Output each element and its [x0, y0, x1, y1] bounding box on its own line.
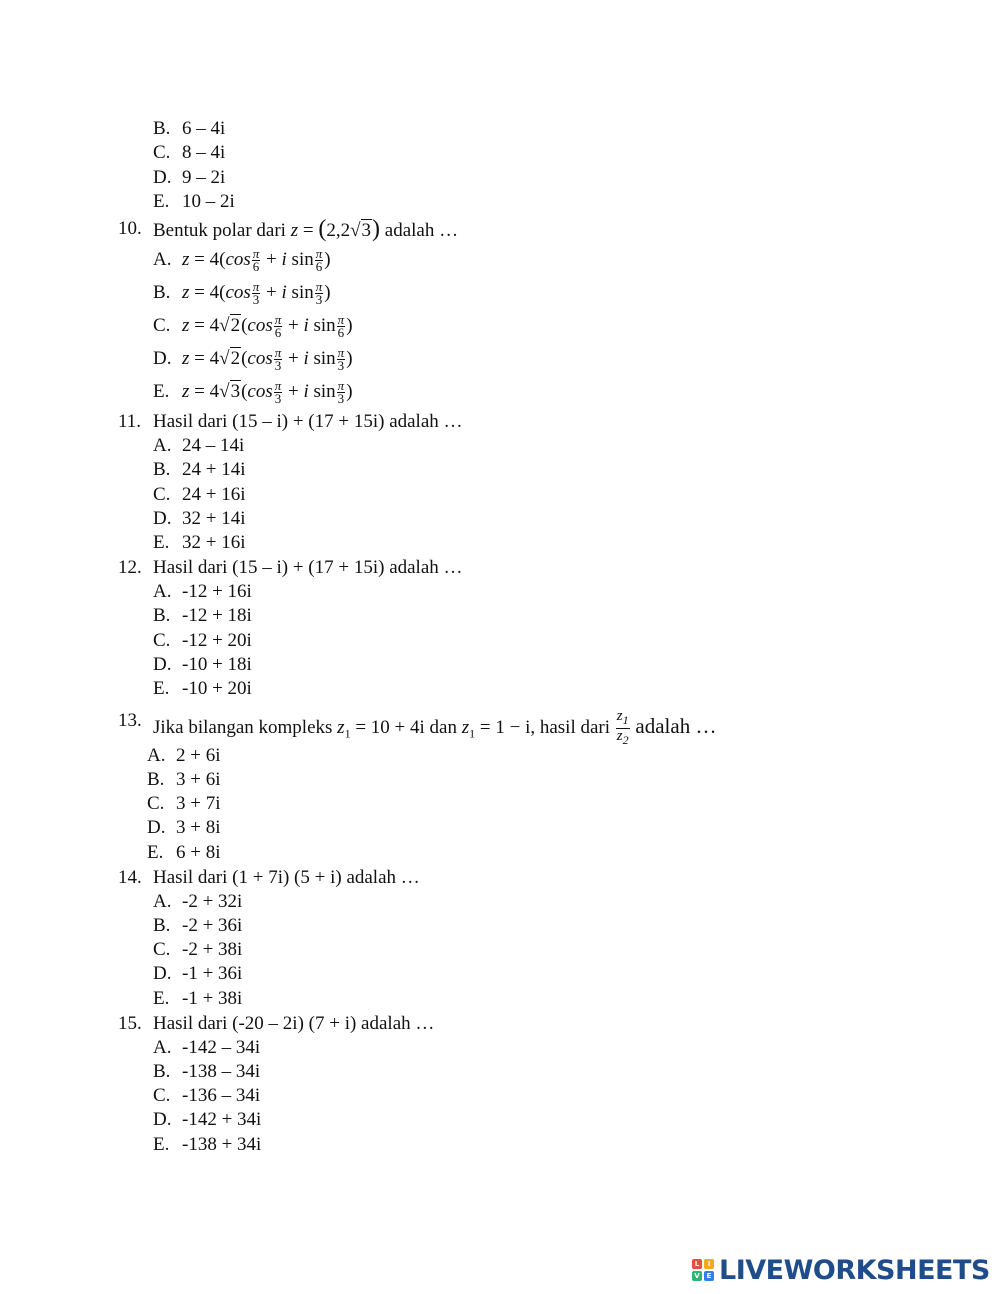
q12-question: Hasil dari (15 – i) + (17 + 15i) adalah …: [153, 557, 463, 578]
q14-option-c[interactable]: C. -2 + 38i: [153, 939, 243, 960]
q10-option-e[interactable]: E. z = 4√3(cos $\frac{\pi}{3}$ + i sin $\frac{\pi}{3}$ ): [153, 378, 353, 407]
q14-question: Hasil dari (1 + 7i) (5 + i) adalah …: [153, 867, 420, 888]
q10-option-d[interactable]: D. z = 4√2(cos $\frac{\pi}{3}$ + i sin $\frac{\pi}{3}$ ): [153, 345, 353, 374]
q11-option-b[interactable]: B. 24 + 14i: [153, 459, 246, 480]
q10-option-a[interactable]: A. z = 4(cos $\frac{\pi}{6}$ + i sin $\frac{\pi}{6}$ ): [153, 246, 331, 275]
q15-number: 15.: [118, 1013, 142, 1034]
q9-option-d[interactable]: D. 9 – 2i: [153, 167, 226, 188]
liveworksheets-logo: [692, 1255, 990, 1285]
q12-option-a[interactable]: A. -12 + 16i: [153, 581, 252, 602]
q13-number: 13.: [118, 710, 142, 731]
q15-option-b[interactable]: B. -138 – 34i: [153, 1061, 261, 1082]
q15-option-d[interactable]: D. -142 + 34i: [153, 1109, 262, 1130]
q14-option-b[interactable]: B. -2 + 36i: [153, 915, 243, 936]
logo-mark-icon: L I V E: [692, 1259, 714, 1281]
q13-option-d[interactable]: D. 3 + 8i: [147, 817, 221, 838]
q12-option-d[interactable]: D. -10 + 18i: [153, 654, 252, 675]
q14-option-d[interactable]: D. -1 + 36i: [153, 963, 243, 984]
logo-text: LIVEWORKSHEETS: [719, 1254, 990, 1286]
q15-option-c[interactable]: C. -136 – 34i: [153, 1085, 261, 1106]
q15-option-a[interactable]: A. -142 – 34i: [153, 1037, 261, 1058]
q10-question: Bentuk polar dari z = (2,2√3) adalah …: [153, 216, 459, 242]
q9-option-b[interactable]: B. 6 – 4i: [153, 118, 226, 139]
q9-option-e[interactable]: E. 10 – 2i: [153, 191, 235, 212]
q15-question: Hasil dari (-20 – 2i) (7 + i) adalah …: [153, 1013, 435, 1034]
q13-option-e[interactable]: E. 6 + 8i: [147, 842, 221, 863]
q11-option-d[interactable]: D. 32 + 14i: [153, 508, 246, 529]
q12-option-c[interactable]: C. -12 + 20i: [153, 630, 252, 651]
q13-option-c[interactable]: C. 3 + 7i: [147, 793, 221, 814]
q9-option-c[interactable]: C. 8 – 4i: [153, 142, 226, 163]
q14-option-e[interactable]: E. -1 + 38i: [153, 988, 243, 1009]
q10-option-c[interactable]: C. z = 4√2(cos $\frac{\pi}{6}$ + i sin $\frac{\pi}{6}$ ): [153, 312, 353, 341]
q14-number: 14.: [118, 867, 142, 888]
q10-number: 10.: [118, 218, 142, 239]
q14-option-a[interactable]: A. -2 + 32i: [153, 891, 243, 912]
q12-number: 12.: [118, 557, 142, 578]
q11-number: 11.: [118, 411, 142, 432]
q12-option-b[interactable]: B. -12 + 18i: [153, 605, 252, 626]
q13-option-a[interactable]: A. 2 + 6i: [147, 745, 221, 766]
q15-option-e[interactable]: E. -138 + 34i: [153, 1134, 262, 1155]
q13-question: Jika bilangan kompleks $z_1 = 10 + 4i$ dan $z_1 = 1 - i$, hasil dari $\frac{z_1}{z_2}$ adalah …: [153, 708, 717, 747]
q11-option-e[interactable]: E. 32 + 16i: [153, 532, 246, 553]
q12-option-e[interactable]: E. -10 + 20i: [153, 678, 252, 699]
q13-option-b[interactable]: B. 3 + 6i: [147, 769, 221, 790]
q10-option-b[interactable]: B. z = 4(cos $\frac{\pi}{3}$ + i sin $\frac{\pi}{3}$ ): [153, 279, 331, 308]
q11-question: Hasil dari (15 – i) + (17 + 15i) adalah …: [153, 411, 463, 432]
q11-option-c[interactable]: C. 24 + 16i: [153, 484, 246, 505]
q11-option-a[interactable]: A. 24 – 14i: [153, 435, 245, 456]
